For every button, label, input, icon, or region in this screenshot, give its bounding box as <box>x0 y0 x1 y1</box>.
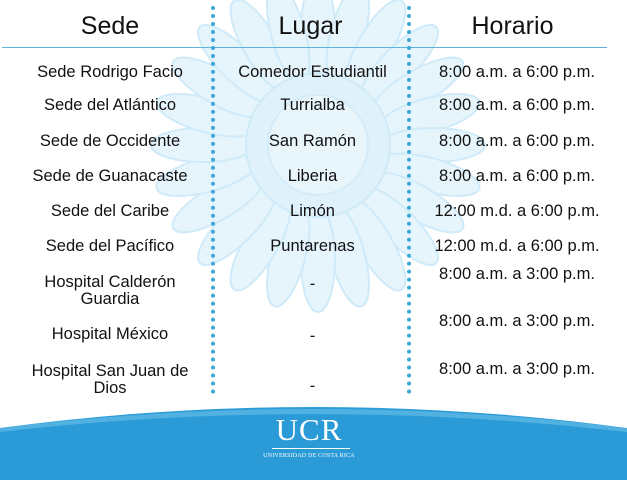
table-row-9-horario: 8:00 a.m. a 3:00 p.m. <box>439 360 595 378</box>
header-divider <box>2 47 607 48</box>
table-row-5-horario: 12:00 m.d. a 6:00 p.m. <box>434 202 600 220</box>
column-separator-1 <box>211 6 215 394</box>
table-row-1-lugar: Comedor Estudiantil <box>238 63 387 81</box>
column-separator-2 <box>407 6 411 394</box>
table-row-7-sede <box>15 274 205 308</box>
table-row-6-lugar: Puntarenas <box>270 237 355 255</box>
table-row-7-sede-line1: Hospital Calderón <box>44 273 176 291</box>
header-sede: Sede <box>80 12 140 40</box>
table-row-5-lugar: Limón <box>290 202 335 220</box>
table-row-3-lugar: San Ramón <box>268 132 357 150</box>
table-row-5-sede: Sede del Caribe <box>50 202 170 220</box>
table-row-9-sede-line1: Hospital San Juan de <box>31 362 189 380</box>
table-row-7-sede-line2: Guardia <box>80 290 140 308</box>
table-row-1-sede: Sede Rodrigo Facio <box>37 63 183 81</box>
table-row-2-sede: Sede del Atlántico <box>43 96 177 114</box>
table-row-8-lugar: - <box>309 327 316 345</box>
table-row-2-lugar: Turrialba <box>280 96 345 114</box>
table-row-8-sede: Hospital México <box>51 325 169 343</box>
table-row-4-lugar: Liberia <box>287 167 338 185</box>
header-lugar: Lugar <box>278 12 343 40</box>
table-row-8-horario: 8:00 a.m. a 3:00 p.m. <box>439 312 595 330</box>
ucr-logo-subtitle: UNIVERSIDAD DE COSTA RICA <box>263 453 355 459</box>
table-row-4-horario: 8:00 a.m. a 6:00 p.m. <box>439 167 595 185</box>
logo-divider <box>272 448 350 449</box>
table-row-9-lugar: - <box>309 377 316 395</box>
table-row-3-horario: 8:00 a.m. a 6:00 p.m. <box>439 132 595 150</box>
table-row-9-sede <box>15 363 205 397</box>
table-row-7-horario: 8:00 a.m. a 3:00 p.m. <box>439 265 595 283</box>
table-row-2-horario: 8:00 a.m. a 6:00 p.m. <box>439 96 595 114</box>
ucr-logo: UCR <box>275 412 343 447</box>
table-row-9-sede-line2: Dios <box>93 379 127 397</box>
table-row-3-sede: Sede de Occidente <box>39 132 181 150</box>
table-row-6-sede: Sede del Pacífico <box>45 237 175 255</box>
header-horario: Horario <box>471 12 554 40</box>
table-row-1-horario: 8:00 a.m. a 6:00 p.m. <box>439 63 595 81</box>
table-row-4-sede: Sede de Guanacaste <box>32 167 188 185</box>
table-row-6-horario: 12:00 m.d. a 6:00 p.m. <box>434 237 600 255</box>
table-row-7-lugar: - <box>309 275 316 293</box>
